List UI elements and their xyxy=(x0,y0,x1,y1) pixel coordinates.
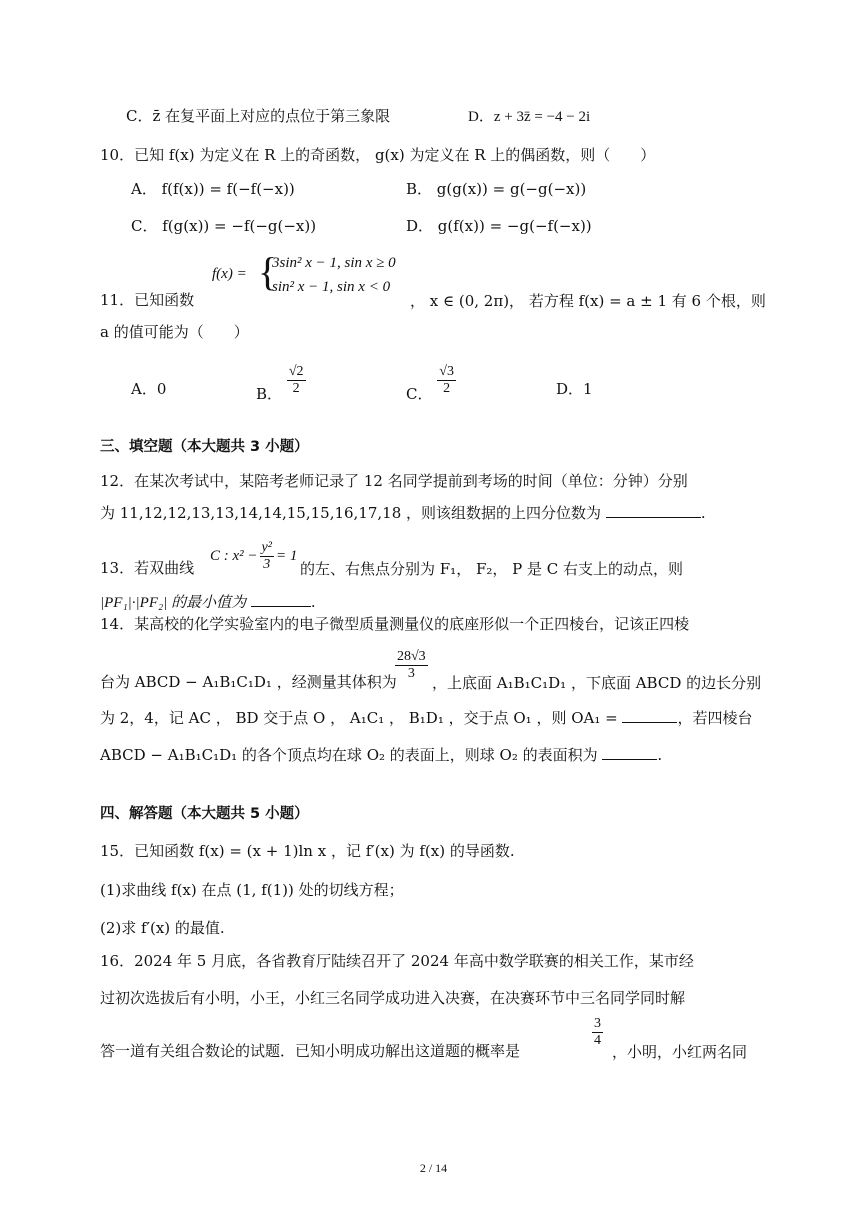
q11-option-c xyxy=(406,364,456,403)
q15-part-1: (1)求曲线 f(x) 在点 (1, f(1)) 处的切线方程； xyxy=(100,881,404,899)
q10-option-a: A． f(f(x)) = f(−f(−x)) xyxy=(131,180,295,198)
q14-line-3 xyxy=(100,708,753,728)
fraction-numerator: 3 xyxy=(594,1016,601,1031)
q11-option-d: D．1 xyxy=(556,380,593,398)
fraction-numerator: y² xyxy=(261,540,272,555)
q11-option-c-fraction xyxy=(437,364,456,397)
fraction-numerator: 28√3 xyxy=(397,649,426,664)
q14-text-3a: 为 2，4，记 AC ， BD 交于点 O ， A₁C₁ ， B₁D₁ ，交于点 O₁ ，则 OA₁ = xyxy=(100,709,618,727)
q12-answer-blank[interactable] xyxy=(606,503,701,518)
q14-text-3b: ，若四棱台 xyxy=(677,709,753,727)
q12-text: 为 11,12,12,13,13,14,14,15,15,16,17,18 ，则该组数据的上四分位数为 xyxy=(100,504,602,522)
q11-brace: { xyxy=(258,249,278,294)
q14-line-1: 14．某高校的化学实验室内的电子微型质量测量仪的底座形似一个正四棱台，记该正四棱 xyxy=(100,615,690,633)
q13-text-b: 的左、右焦点分别为 F₁， F₂， P 是 C 右支上的动点，则 xyxy=(300,560,684,578)
fraction-numerator: √2 xyxy=(288,364,304,379)
section-heading-solution: 四、解答题（本大题共 5 小题） xyxy=(100,806,309,822)
q14-line-2a: 台为 ABCD − A₁B₁C₁D₁ ，经测量其体积为 xyxy=(100,673,397,691)
q13-answer-blank[interactable] xyxy=(251,592,311,607)
q11-case-2: sin² x − 1, sin x < 0 xyxy=(272,279,391,295)
q11-fx: f(x) = xyxy=(212,266,247,282)
q10-option-c: C． f(g(x)) = −f(−g(−x)) xyxy=(131,217,317,235)
equation-left: C : x² − xyxy=(210,548,258,564)
q16-probability-fraction xyxy=(592,1016,603,1049)
equation-fraction xyxy=(260,540,274,573)
q11-option-c-label: C． xyxy=(406,384,433,403)
q14-text-4a: ABCD − A₁B₁C₁D₁ 的各个顶点均在球 O₂ 的表面上，则球 O₂ 的表面积为 xyxy=(100,746,598,764)
section-heading-fill-in: 三、填空题（本大题共 3 小题） xyxy=(100,439,309,455)
q10-option-b: B． g(g(x)) = g(−g(−x)) xyxy=(406,180,587,198)
fraction-numerator: √3 xyxy=(439,364,454,379)
fraction-denominator: 3 xyxy=(407,666,415,681)
q15-part-2: (2)求 f′(x) 的最值. xyxy=(100,919,225,937)
q13-line-1 xyxy=(100,558,194,578)
page-number: 2 / 14 xyxy=(419,1161,448,1175)
equation-right: = 1 xyxy=(275,548,298,564)
q11-line-2: a 的值可能为（ ） xyxy=(100,323,249,341)
q16-line-3a: 答一道有关组合数论的试题．已知小明成功解出这道题的概率是 xyxy=(100,1042,521,1060)
q13-text-a: 13．若双曲线 xyxy=(100,559,195,577)
q11-option-b xyxy=(256,364,306,403)
q13-period: . xyxy=(310,593,316,611)
q14-line-4 xyxy=(100,745,662,765)
q14-volume-fraction xyxy=(395,649,428,682)
fraction-denominator: 3 xyxy=(263,557,271,572)
q13-text-c: |PF₁|·|PF₂| 的最小值为 xyxy=(100,595,247,611)
q16-line-3b: ，小明，小红两名同 xyxy=(612,1043,748,1061)
q11-option-b-fraction xyxy=(287,364,306,397)
q9-option-c: C．z̄ 在复平面上对应的点位于第三象限 xyxy=(126,107,391,125)
volume-fraction xyxy=(395,649,428,682)
q14-period: . xyxy=(657,746,663,764)
q13-hyperbola-equation xyxy=(210,540,297,573)
q9-option-d: D．z + 3z̄ = −4 − 2i xyxy=(468,109,591,125)
q11-option-b-label: B． xyxy=(256,384,283,403)
q11-case-1: 3sin² x − 1, sin x ≥ 0 xyxy=(272,255,396,271)
probability-fraction xyxy=(592,1016,603,1049)
q16-line-2: 过初次选拔后有小明，小王，小红三名同学成功进入决赛，在决赛环节中三名同学同时解 xyxy=(100,989,686,1007)
q16-line-1: 16．2024 年 5 月底，各省教育厅陆续召开了 2024 年高中数学联赛的相关工作，某市经 xyxy=(100,952,694,970)
q14-line-2b: ，上底面 A₁B₁C₁D₁ ，下底面 ABCD 的边长分别 xyxy=(432,674,762,692)
q14-answer-blank-1[interactable] xyxy=(622,708,677,723)
q10-stem: 10．已知 f(x) 为定义在 R 上的奇函数， g(x) 为定义在 R 上的偶函数，则（ ） xyxy=(100,146,656,164)
q11-number: 11．已知函数 xyxy=(100,291,195,309)
q14-answer-blank-2[interactable] xyxy=(602,745,657,760)
q12-line-2 xyxy=(100,503,706,523)
q12-line-1: 12．在某次考试中，某陪考老师记录了 12 名同学提前到考场的时间（单位：分钟）分别 xyxy=(100,472,688,490)
fraction-denominator: 2 xyxy=(443,381,451,396)
q12-period: . xyxy=(700,504,706,522)
q11-condition: ， x ∈ (0, 2π)， 若方程 f(x) = a ± 1 有 6 个根，则 xyxy=(410,292,766,310)
q13-line-2 xyxy=(100,592,316,613)
fraction-denominator: 4 xyxy=(594,1033,601,1048)
q15-line-1: 15．已知函数 f(x) = (x + 1)ln x ，记 f′(x) 为 f(x) 的导函数. xyxy=(100,842,515,860)
fraction-denominator: 2 xyxy=(292,381,300,396)
q11-option-a: A．0 xyxy=(131,380,167,398)
q10-option-d: D． g(f(x)) = −g(−f(−x)) xyxy=(406,217,592,235)
